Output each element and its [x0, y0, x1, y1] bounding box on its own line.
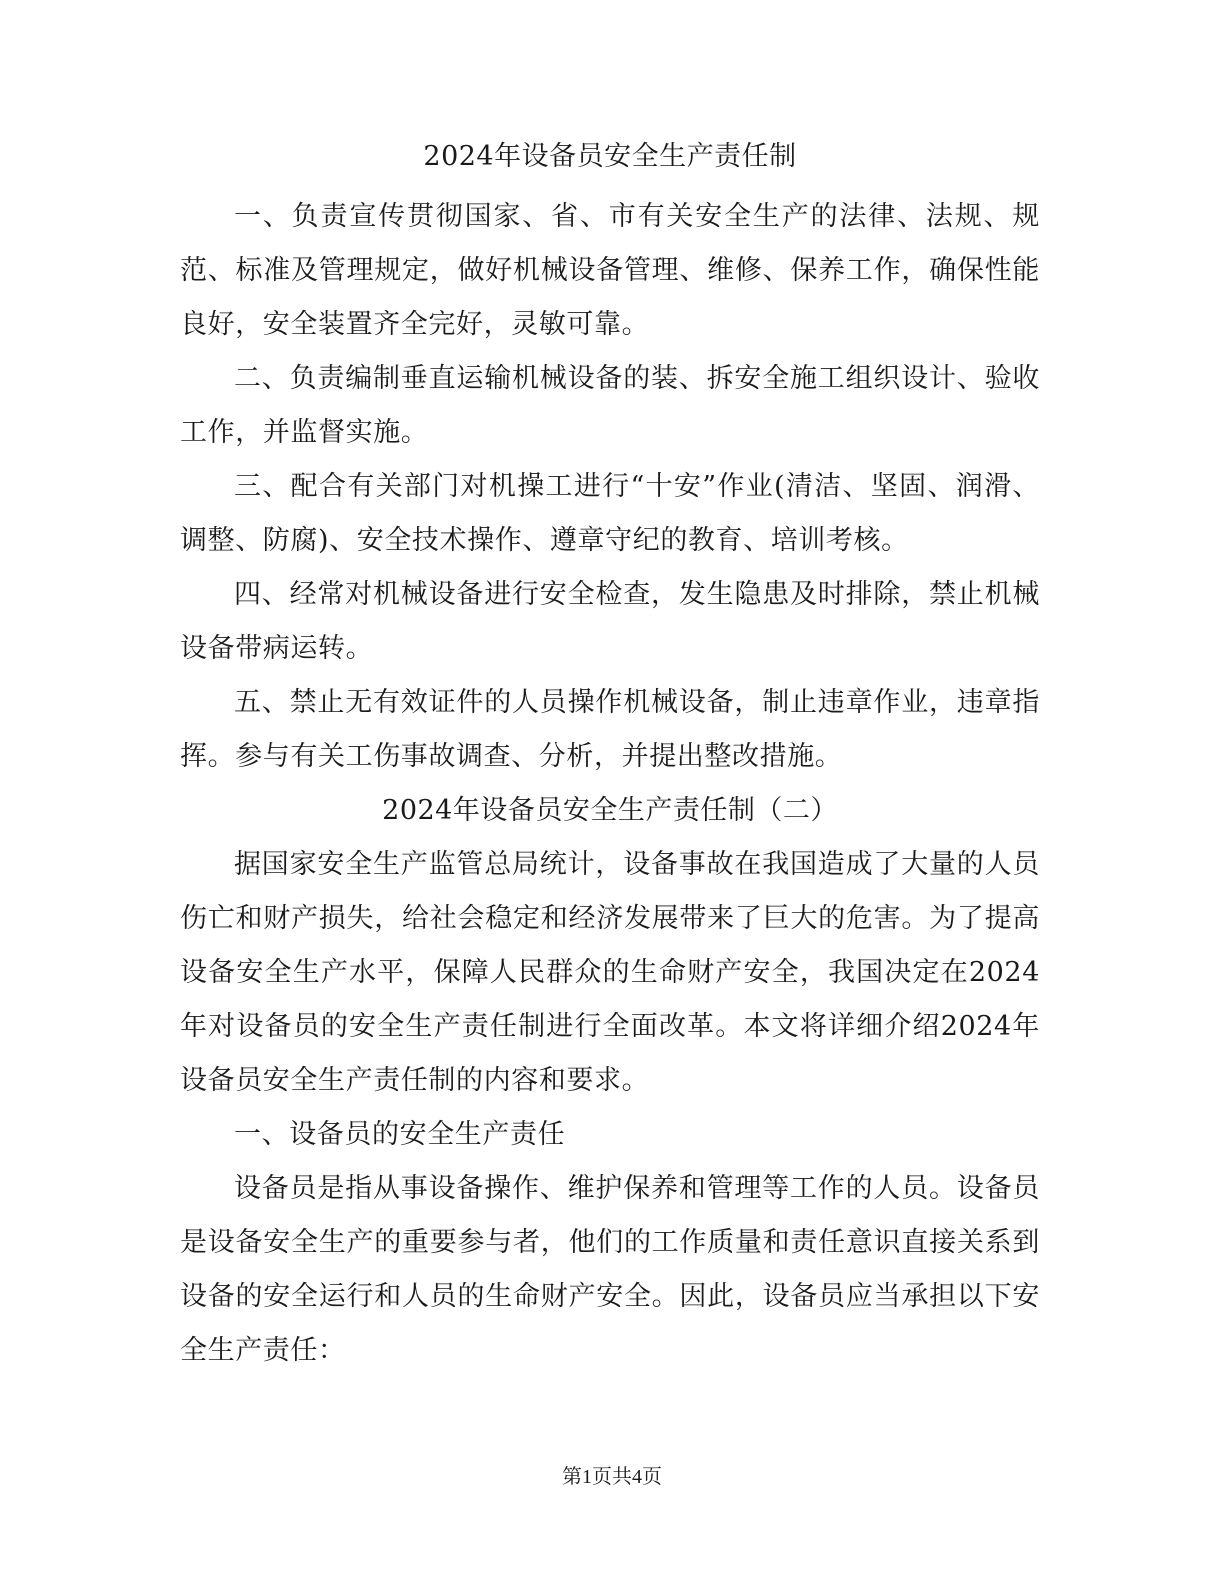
paragraph-item-2: 二、负责编制垂直运输机械设备的装、拆安全施工组织设计、验收工作，并监督实施。 [180, 363, 1040, 448]
document-title: 2024年设备员安全生产责任制 [423, 141, 797, 172]
page-number: 第1页共4页 [562, 1466, 662, 1488]
paragraph-item-3: 三、配合有关部门对机操工进行“十安”作业(清洁、坚固、润滑、调整、防腐)、安全技术操作、遵章守纪的教育、培训考核。 [180, 471, 1040, 556]
subsection-heading: 一、设备员的安全生产责任 [234, 1119, 566, 1150]
paragraph-item-1: 一、负责宣传贯彻国家、省、市有关安全生产的法律、法规、规范、标准及管理规定，做好机械设备管理、维修、保养工作，确保性能良好，安全装置齐全完好，灵敏可靠。 [180, 201, 1040, 340]
paragraph-item-4: 四、经常对机械设备进行安全检查，发生隐患及时排除，禁止机械设备带病运转。 [180, 579, 1040, 664]
paragraph-item-5: 五、禁止无有效证件的人员操作机械设备，制止违章作业，违章指挥。参与有关工伤事故调查、分析，并提出整改措施。 [180, 687, 1040, 772]
paragraph-intro: 据国家安全生产监管总局统计，设备事故在我国造成了大量的人员伤亡和财产损失，给社会稳定和经济发展带来了巨大的危害。为了提高设备安全生产水平，保障人民群众的生命财产安全，我国决定在2024年对设备员的安全生产责任制进行全面改革。本文将详细介绍2024年设备员安全生产责任制的内容和要求。 [180, 849, 1040, 1096]
paragraph-responsibility: 设备员是指从事设备操作、维护保养和管理等工作的人员。设备员是设备安全生产的重要参与者，他们的工作质量和责任意识直接关系到设备的安全运行和人员的生命财产安全。因此，设备员应当承担以下安全生产责任： [180, 1173, 1040, 1366]
document-body [180, 130, 1040, 1378]
section-title-two: 2024年设备员安全生产责任制（二） [382, 795, 838, 826]
